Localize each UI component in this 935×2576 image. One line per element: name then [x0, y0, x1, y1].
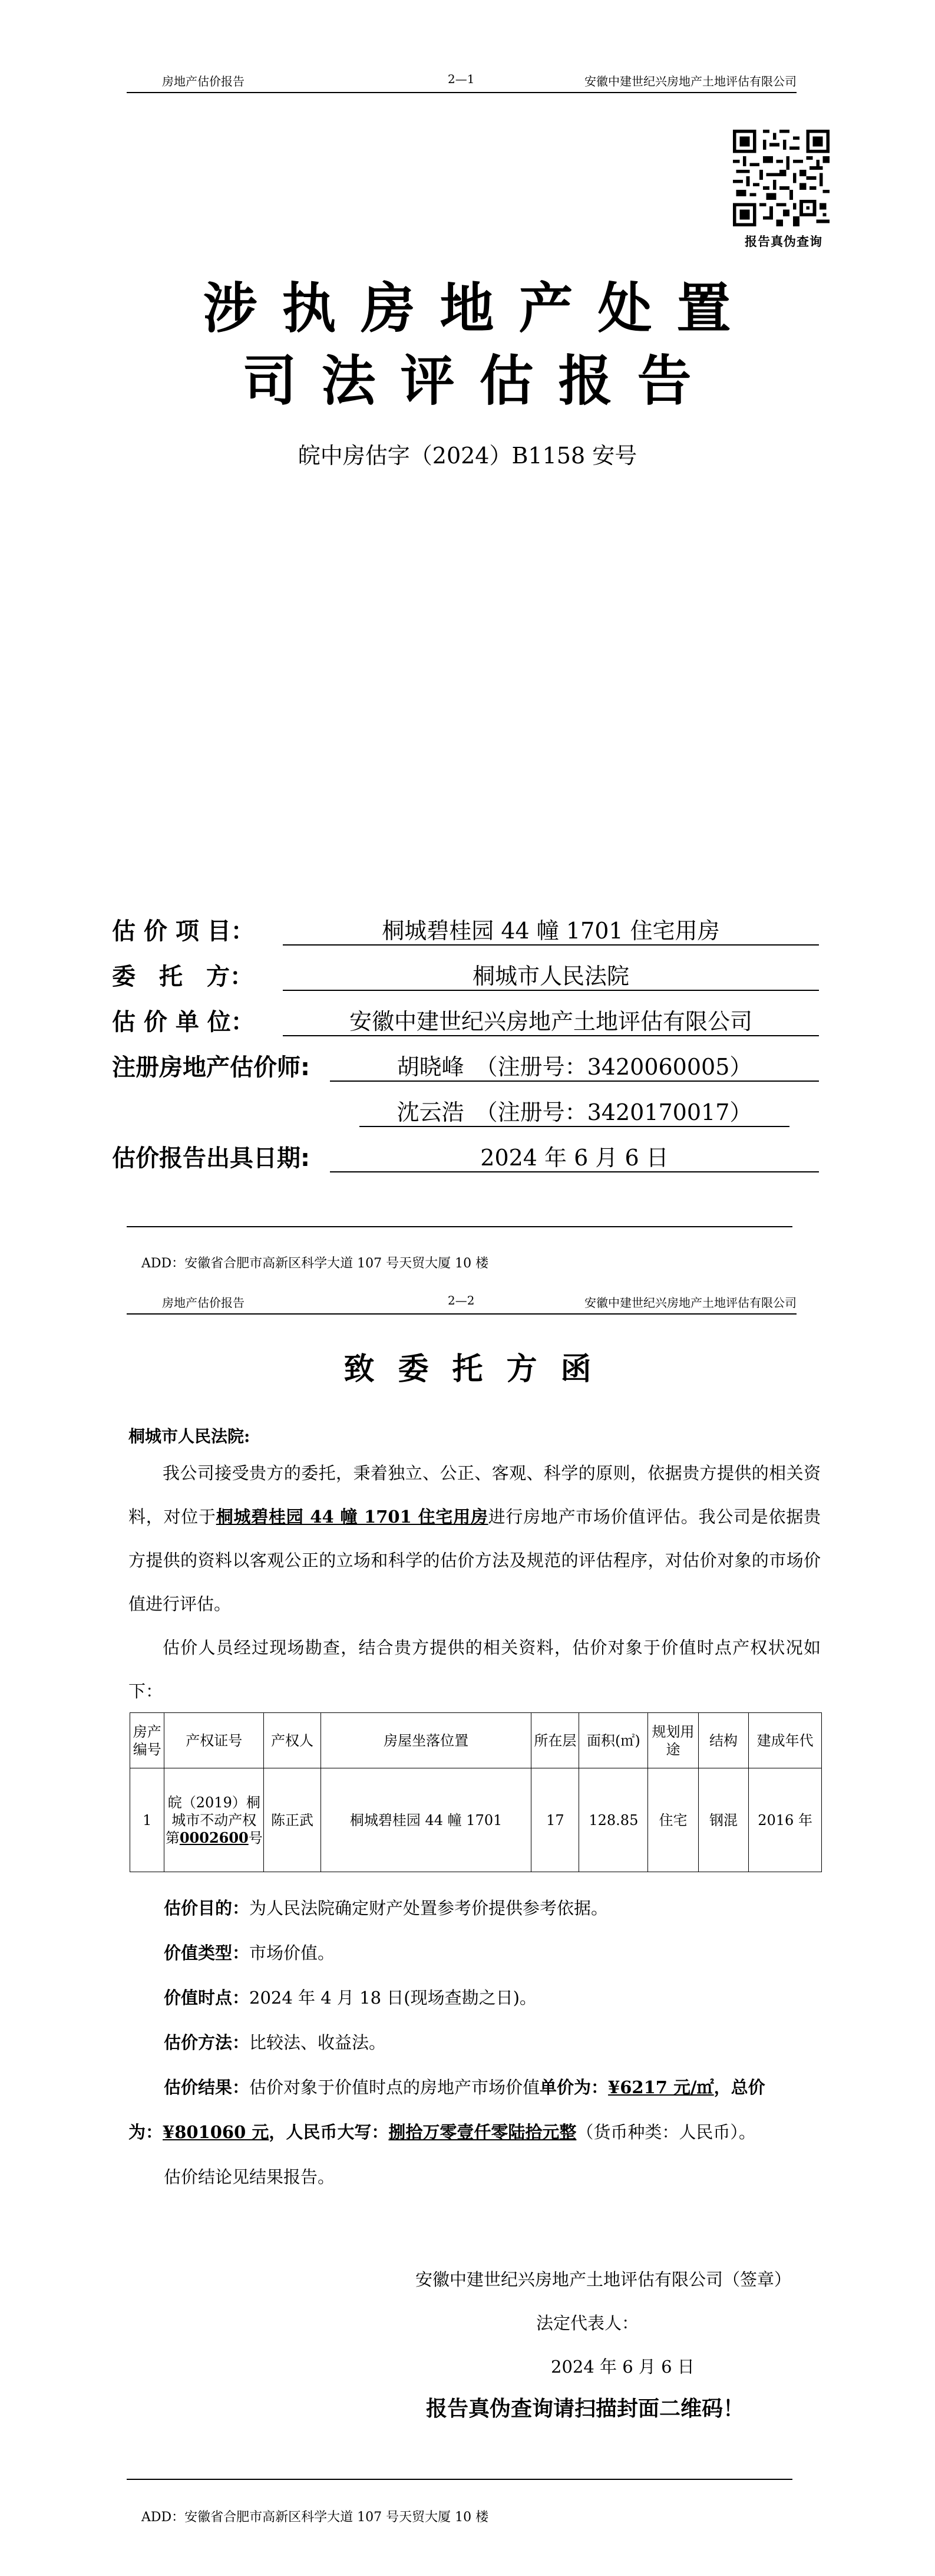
- info-value: 安徽中建世纪兴房地产土地评估有限公司: [283, 1003, 819, 1036]
- cell-owner: 陈正武: [264, 1768, 321, 1872]
- paragraph-intro: [128, 1451, 821, 1626]
- field-value: 市场价值。: [249, 1943, 335, 1963]
- footer-address: ADD：安徽省合肥市高新区科学大道 107 号天贸大厦 10 楼: [141, 1256, 489, 1271]
- cover-title-line1: 涉执房地产处置: [203, 277, 756, 340]
- info-value: 桐城市人民法院: [283, 958, 819, 991]
- footer-address: ADD：安徽省合肥市高新区科学大道 107 号天贸大厦 10 楼: [141, 2510, 489, 2525]
- field-purpose: [164, 1895, 608, 1919]
- cell-location: 桐城碧桂园 44 幢 1701: [321, 1768, 531, 1872]
- info-label: 估价报告出具日期:: [112, 1145, 310, 1172]
- info-label: 委 托 方：: [112, 963, 253, 990]
- unit-price-label: 单价为：: [540, 2077, 609, 2097]
- sign-company: 安徽中建世纪兴房地产土地评估有限公司（签章）: [415, 2269, 792, 2290]
- sign-representative: 法定代表人：: [536, 2313, 639, 2333]
- field-value: 比较法、收益法。: [249, 2033, 386, 2053]
- cell-floor: 17: [531, 1768, 579, 1872]
- field-label: 估价结果：: [164, 2077, 250, 2097]
- cover-title-line2: 司法评估报告: [242, 350, 716, 413]
- info-value: 胡晓峰 （注册号：3420060005）: [330, 1049, 819, 1082]
- field-value: 为人民法院确定财产处置参考价提供参考依据。: [249, 1898, 609, 1918]
- col-header: 产权证号: [164, 1713, 264, 1768]
- unit-price: ¥6217 元/㎡: [608, 2077, 714, 2097]
- header-left: 房地产估价报告: [162, 74, 245, 88]
- cell-cert: [164, 1768, 264, 1872]
- col-header: 产权人: [264, 1713, 321, 1768]
- total-label: ，总价: [713, 2077, 765, 2097]
- letter-page: [0, 1291, 935, 2576]
- cell-year: 2016 年: [749, 1768, 822, 1872]
- running-header: [127, 1291, 797, 1315]
- field-result-cont: [128, 2119, 756, 2143]
- header-company: 安徽中建世纪兴房地产土地评估有限公司: [584, 1296, 797, 1310]
- col-header: 建成年代: [749, 1713, 822, 1768]
- field-value-type: [164, 1940, 335, 1964]
- cert-suffix: 号: [248, 1829, 263, 1846]
- para-text: 进行房地产市场价值评估。我公司是依据贵方提供的资料以客观公正的立场和科学的估价方法及规范的评估程序，对估价对象的市场价值进行评估。: [128, 1507, 821, 1614]
- cell-area: 128.85: [579, 1768, 648, 1872]
- field-label: 估价目的：: [164, 1898, 250, 1918]
- verify-note: 报告真伪查询请扫描封面二维码！: [426, 2397, 745, 2421]
- total-label: 为：: [128, 2122, 163, 2142]
- qr-code-icon[interactable]: [733, 130, 830, 226]
- sign-date: 2024 年 6 月 6 日: [551, 2357, 695, 2377]
- qr-block: [731, 130, 837, 250]
- field-date: [164, 1985, 537, 2009]
- see-report-note: 估价结论见结果报告。: [164, 2167, 335, 2187]
- capital-amount: 捌拾万零壹仟零陆拾元整: [388, 2122, 577, 2142]
- addressee: 桐城市人民法院:: [128, 1427, 250, 1446]
- field-label: 价值类型：: [164, 1943, 250, 1963]
- col-header: 面积(㎡): [579, 1713, 648, 1768]
- field-result: [164, 2074, 765, 2099]
- col-header: 规划用途: [648, 1713, 698, 1768]
- cell-use: 住宅: [648, 1768, 698, 1872]
- col-header: 房屋坐落位置: [321, 1713, 531, 1768]
- table-row: [130, 1768, 822, 1872]
- field-label: 价值时点：: [164, 1988, 250, 2008]
- cell-structure: 钢混: [698, 1768, 748, 1872]
- info-value: 沈云浩 （注册号：3420170017）: [359, 1094, 789, 1127]
- capital-label: ，人民币大写：: [269, 2122, 389, 2142]
- letter-title: 致委托方函: [343, 1352, 615, 1387]
- field-method: [164, 2030, 386, 2054]
- footer-rule: [127, 1226, 792, 1227]
- total-price: ¥801060 元: [163, 2122, 269, 2142]
- qr-caption: 报告真伪查询: [745, 234, 822, 249]
- cell-no: 1: [130, 1768, 164, 1872]
- field-value: 2024 年 4 月 18 日(现场查勘之日)。: [249, 1988, 537, 2008]
- info-value: 桐城碧桂园 44 幢 1701 住宅用房: [283, 913, 819, 946]
- info-label: 估 价 单 位：: [112, 1009, 255, 1036]
- info-value: 2024 年 6 月 6 日: [330, 1139, 819, 1172]
- col-header: 所在层: [531, 1713, 579, 1768]
- report-number: 皖中房估字（2024）B1158 安号: [298, 443, 637, 469]
- field-value: 估价对象于价值时点的房地产市场价值: [249, 2077, 540, 2097]
- para-text: 我公司接受贵方的委托，秉着独立、公正、客观、科学的原则，依据贵方提供的相关资料，对位于: [128, 1463, 821, 1527]
- header-page-number: 2—2: [448, 1293, 475, 1307]
- running-header: [127, 70, 797, 93]
- field-label: 估价方法：: [164, 2033, 250, 2053]
- info-label: 注册房地产估价师:: [112, 1054, 310, 1081]
- info-label: 估 价 项 目：: [112, 918, 255, 945]
- header-left: 房地产估价报告: [162, 1296, 245, 1310]
- table-header-row: [130, 1713, 822, 1768]
- header-company: 安徽中建世纪兴房地产土地评估有限公司: [584, 74, 797, 88]
- property-table: [130, 1712, 822, 1872]
- col-header: 房产编号: [130, 1713, 164, 1768]
- cert-number: 0002600: [179, 1829, 249, 1846]
- cert-text: 皖（2019）桐城市不动产权第: [165, 1794, 260, 1846]
- header-page-number: 2—1: [448, 72, 475, 86]
- subject-property: 桐城碧桂园 44 幢 1701 住宅用房: [216, 1507, 488, 1527]
- footer-rule: [127, 2479, 792, 2480]
- currency-note: （货币种类：人民币）。: [576, 2122, 756, 2142]
- paragraph-survey: 估价人员经过现场勘查，结合贵方提供的相关资料，估价对象于价值时点产权状况如下：: [128, 1638, 821, 1701]
- col-header: 结构: [698, 1713, 748, 1768]
